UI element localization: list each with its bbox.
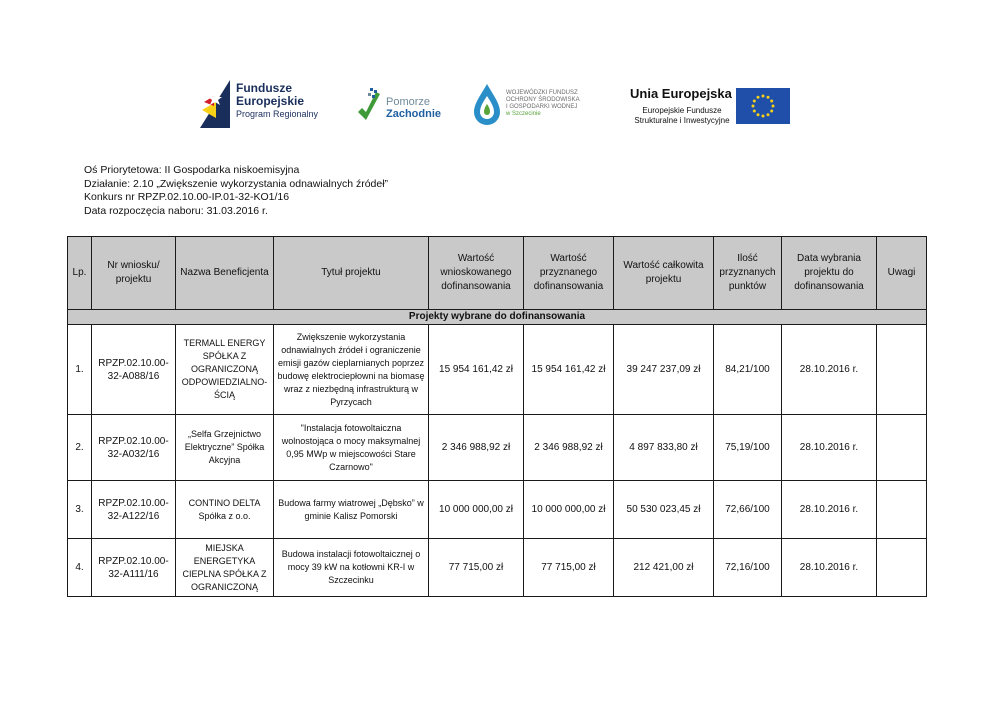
col-header-total: Wartość całkowita projektu — [614, 237, 714, 310]
cell-total: 39 247 237,09 zł — [614, 325, 714, 415]
ue-line1: Europejskie Fundusze — [642, 106, 722, 115]
cell-notes — [877, 481, 927, 539]
ue-subtitle — [626, 106, 738, 126]
cell-points: 72,66/100 — [714, 481, 782, 539]
ue-line2: Strukturalne i Inwestycyjne — [634, 116, 730, 125]
intro-action: Działanie: 2.10 „Zwiększenie wykorzystania odnawialnych źródeł” — [84, 177, 389, 190]
cell-nr: RPZP.02.10.00-32-A111/16 — [92, 539, 176, 597]
fe-line2: Europejskie — [236, 94, 305, 108]
cell-date: 28.10.2016 r. — [782, 325, 877, 415]
pomorze-zachodnie-logo — [356, 78, 446, 130]
header-row — [68, 237, 927, 310]
wf-line1: WOJEWÓDZKI FUNDUSZ — [506, 90, 578, 96]
intro-axis: Oś Priorytetowa: II Gospodarka niskoemisyjna — [84, 164, 300, 176]
intro-contest: Konkurs nr RPZP.02.10.00-IP.01-32-KO1/16 — [84, 191, 290, 203]
cell-granted: 10 000 000,00 zł — [524, 481, 614, 539]
cell-points: 84,21/100 — [714, 325, 782, 415]
col-header-title: Tytuł projektu — [274, 237, 429, 310]
cell-date: 28.10.2016 r. — [782, 539, 877, 597]
col-header-date: Data wybrania projektu do dofinansowania — [782, 237, 877, 310]
water-drop-icon — [472, 82, 502, 126]
cell-notes — [877, 415, 927, 481]
cell-notes — [877, 539, 927, 597]
eu-flag-icon — [736, 88, 790, 124]
intro-date: Data rozpoczęcia naboru: 31.03.2016 r. — [84, 204, 268, 217]
fe-line3: Program Regionalny — [236, 109, 319, 119]
col-header-points: Ilość przyznanych punktów — [714, 237, 782, 310]
cell-lp: 1. — [68, 325, 92, 415]
cell-requested: 15 954 161,42 zł — [429, 325, 524, 415]
fundusze-europejskie-logo — [200, 78, 330, 130]
cell-title: Budowa farmy wiatrowej „Dębsko” w gminie Kalisz Pomorski — [274, 481, 429, 539]
cell-date: 28.10.2016 r. — [782, 415, 877, 481]
cell-beneficiary: „Selfa Grzejnictwo Elektryczne” Spółka Akcyjna — [176, 415, 274, 481]
fe-line1: Fundusze — [236, 81, 292, 95]
cell-total: 212 421,00 zł — [614, 539, 714, 597]
col-header-nr: Nr wniosku/ projektu — [92, 237, 176, 310]
cell-nr: RPZP.02.10.00-32-A122/16 — [92, 481, 176, 539]
col-header-requested: Wartość wnioskowanego dofinansowania — [429, 237, 524, 310]
wf-line2: OCHRONY ŚRODOWISKA — [506, 97, 580, 103]
cell-notes — [877, 325, 927, 415]
wf-line4: w Szczecinie — [506, 111, 541, 117]
col-header-lp: Lp. — [68, 237, 92, 310]
cell-granted: 15 954 161,42 zł — [524, 325, 614, 415]
cell-nr: RPZP.02.10.00-32-A032/16 — [92, 415, 176, 481]
pz-line2: Zachodnie — [386, 108, 442, 120]
pz-mark-icon — [356, 86, 382, 124]
cell-granted: 77 715,00 zł — [524, 539, 614, 597]
logo-bar — [0, 78, 992, 134]
projects-table — [67, 236, 927, 597]
cell-points: 72,16/100 — [714, 539, 782, 597]
cell-title: "Instalacja fotowoltaiczna wolnostojąca o mocy maksymalnej 0,95 MWp w miejscowości Stare Czarnowo" — [274, 415, 429, 481]
fe-text — [236, 82, 318, 121]
cell-beneficiary: MIEJSKA ENERGETYKA CIEPLNA SPÓŁKA Z OGRANICZONĄ — [176, 539, 274, 597]
cell-nr: RPZP.02.10.00-32-A088/16 — [92, 325, 176, 415]
wf-text — [506, 90, 580, 118]
cell-requested: 10 000 000,00 zł — [429, 481, 524, 539]
cell-total: 50 530 023,45 zł — [614, 481, 714, 539]
wfosigw-logo — [472, 78, 592, 130]
table-row — [68, 415, 927, 481]
section-title: Projekty wybrane do dofinansowania — [68, 310, 927, 325]
cell-beneficiary: CONTINO DELTA Spółka z o.o. — [176, 481, 274, 539]
cell-date: 28.10.2016 r. — [782, 481, 877, 539]
col-header-notes: Uwagi — [877, 237, 927, 310]
fe-star-icon — [200, 80, 230, 128]
cell-title: Zwiększenie wykorzystania odnawialnych źródeł i ograniczenie emisji gazów cieplarnianych poprzez budowę elektrociepłowni na biomasę wraz z niezbędną infrastrukturą w Pyrzycach — [274, 325, 429, 415]
cell-beneficiary: TERMALL ENERGY SPÓŁKA Z OGRANICZONĄ ODPOWIEDZIALNO-ŚCIĄ — [176, 325, 274, 415]
intro-block — [84, 164, 388, 218]
col-header-beneficiary: Nazwa Beneficjenta — [176, 237, 274, 310]
table-row — [68, 481, 927, 539]
section-row — [68, 310, 927, 325]
cell-lp: 3. — [68, 481, 92, 539]
ue-title: Unia Europejska — [630, 86, 732, 101]
cell-title: Budowa instalacji fotowoltaicznej o mocy 39 kW na kotłowni KR-I w Szczecinku — [274, 539, 429, 597]
cell-lp: 4. — [68, 539, 92, 597]
table-row — [68, 539, 927, 597]
cell-granted: 2 346 988,92 zł — [524, 415, 614, 481]
pz-line1: Pomorze — [386, 96, 431, 108]
cell-total: 4 897 833,80 zł — [614, 415, 714, 481]
col-header-granted: Wartość przyznanego dofinansowania — [524, 237, 614, 310]
cell-points: 75,19/100 — [714, 415, 782, 481]
cell-lp: 2. — [68, 415, 92, 481]
cell-requested: 77 715,00 zł — [429, 539, 524, 597]
table-row — [68, 325, 927, 415]
unia-europejska-logo — [626, 78, 796, 130]
wf-line3: I GOSPODARKI WODNEJ — [506, 104, 578, 110]
cell-requested: 2 346 988,92 zł — [429, 415, 524, 481]
pz-text — [386, 96, 441, 120]
